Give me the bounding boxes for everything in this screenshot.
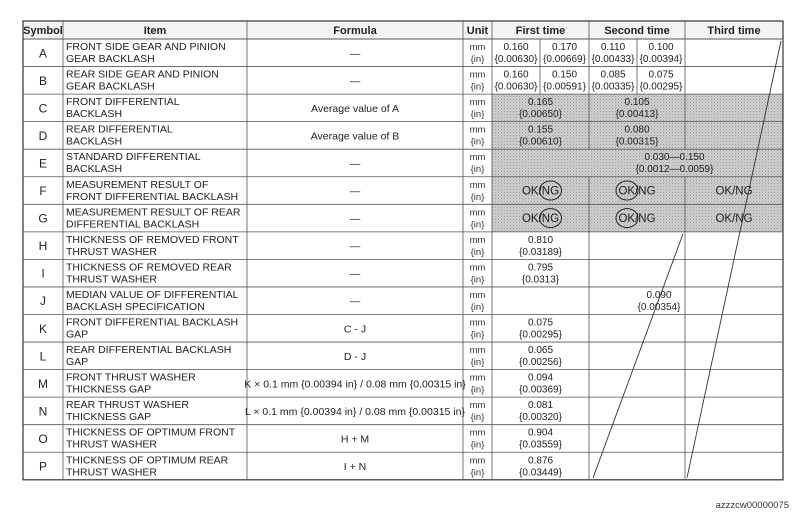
spanning-value: 0.090 bbox=[646, 289, 672, 301]
row-symbol: O bbox=[38, 431, 48, 446]
second-measure-2-in: {0.00295} bbox=[639, 81, 683, 93]
row-item-line1: MEASUREMENT RESULT OF REAR bbox=[66, 206, 241, 219]
row-formula: — bbox=[349, 157, 361, 170]
row-symbol: F bbox=[39, 184, 47, 199]
first-value: 0.165 bbox=[527, 97, 554, 109]
row-item-line1: REAR SIDE GEAR AND PINION bbox=[66, 68, 219, 81]
first-value: 0.081 bbox=[527, 400, 554, 412]
row-unit-mm: mm bbox=[469, 207, 486, 219]
first-value: 0.075 bbox=[527, 317, 554, 329]
third-result-okng: OK/NG bbox=[715, 213, 753, 226]
row-item-line1: THICKNESS OF REMOVED FRONT bbox=[66, 233, 239, 246]
first-value-in: {0.0313} bbox=[521, 274, 560, 286]
row-item-line1: FRONT DIFFERENTIAL BACKLASH bbox=[66, 316, 239, 329]
row-item-line2: GEAR BACKLASH bbox=[66, 53, 155, 65]
row-symbol: N bbox=[38, 404, 48, 419]
first-measure-2: 0.170 bbox=[551, 42, 578, 53]
header-unit: Unit bbox=[466, 25, 489, 37]
row-item-line1: FRONT SIDE GEAR AND PINION bbox=[66, 41, 226, 53]
first-value: 0.795 bbox=[527, 262, 554, 274]
row-formula: — bbox=[349, 240, 361, 253]
second-value-in: {0.00315} bbox=[615, 136, 659, 148]
second-measure-2: 0.100 bbox=[648, 42, 674, 53]
first-measure-1-in: {0.00630} bbox=[494, 81, 538, 93]
first-value-in: {0.03189} bbox=[519, 246, 562, 258]
row-symbol: H bbox=[38, 239, 48, 254]
second-measure-1-in: {0.00335} bbox=[591, 81, 635, 93]
row-unit-mm: mm bbox=[469, 289, 486, 301]
row-unit-mm: mm bbox=[469, 124, 486, 136]
row-item-line2: THRUST WASHER bbox=[66, 438, 158, 451]
row-unit-in: {in} bbox=[470, 467, 485, 479]
row-item-line2: THRUST WASHER bbox=[66, 466, 158, 479]
row-item-line2: THICKNESS GAP bbox=[66, 411, 152, 424]
row-formula: — bbox=[349, 75, 361, 88]
row-item-line1: REAR DIFFERENTIAL bbox=[66, 123, 173, 136]
second-measure-1: 0.110 bbox=[600, 42, 626, 53]
first-result-okng: OK/NG bbox=[521, 213, 560, 226]
row-unit-mm: mm bbox=[469, 427, 486, 439]
second-value-in: {0.00413} bbox=[615, 109, 659, 121]
second-value: 0.080 bbox=[624, 124, 650, 136]
row-unit-in: {in} bbox=[470, 54, 485, 65]
row-unit-mm: mm bbox=[469, 400, 486, 412]
row-symbol: E bbox=[38, 156, 48, 171]
first-value: 0.065 bbox=[527, 345, 554, 357]
row-unit-in: {in} bbox=[470, 412, 485, 424]
row-item-line2: BACKLASH bbox=[66, 163, 123, 176]
row-formula: C - J bbox=[343, 323, 367, 336]
row-symbol: A bbox=[38, 46, 48, 61]
row-unit-mm: mm bbox=[469, 152, 486, 164]
spanning-value-in: {0.0012—0.0059} bbox=[635, 164, 714, 176]
row-symbol: B bbox=[38, 73, 48, 88]
row-symbol: D bbox=[38, 128, 48, 143]
row-item-line1: THICKNESS OF OPTIMUM FRONT bbox=[66, 426, 236, 439]
header-formula: Formula bbox=[333, 25, 377, 37]
second-measure-1-in: {0.00433} bbox=[591, 54, 635, 65]
row-unit-mm: mm bbox=[469, 455, 486, 467]
first-measure-2-in: {0.00591} bbox=[543, 81, 586, 93]
second-measure-2-in: {0.00394} bbox=[639, 54, 683, 65]
figure-reference-code: azzzcw00000075 bbox=[715, 500, 789, 511]
header-second-time: Second time bbox=[604, 25, 670, 37]
row-formula: I + N bbox=[343, 461, 367, 474]
row-unit-in: {in} bbox=[470, 357, 485, 369]
row-symbol: K bbox=[38, 321, 48, 336]
row-symbol: L bbox=[39, 349, 47, 364]
row-unit-in: {in} bbox=[470, 301, 485, 313]
row-unit-in: {in} bbox=[470, 81, 485, 93]
second-measure-1: 0.085 bbox=[600, 69, 626, 81]
row-symbol: G bbox=[38, 211, 48, 226]
third-result-okng: OK/NG bbox=[715, 185, 753, 198]
first-value: 0.904 bbox=[527, 427, 554, 439]
spanning-value-in: {0.00354} bbox=[637, 301, 681, 313]
row-item-line1: REAR DIFFERENTIAL BACKLASH bbox=[66, 344, 232, 357]
row-item-line1: MEDIAN VALUE OF DIFFERENTIAL bbox=[66, 288, 239, 301]
row-formula: — bbox=[349, 268, 361, 281]
first-value-in: {0.03559} bbox=[519, 439, 562, 451]
row-unit-in: {in} bbox=[470, 384, 485, 396]
first-measure-2: 0.150 bbox=[551, 69, 578, 81]
second-result-okng: OK/NG bbox=[618, 185, 656, 198]
row-formula: L × 0.1 mm {0.00394 in} / 0.08 mm {0.00315 in} bbox=[245, 405, 465, 418]
first-value-in: {0.00256} bbox=[519, 357, 562, 369]
row-formula: — bbox=[349, 213, 361, 226]
row-item-line2: GAP bbox=[66, 356, 89, 369]
row-item-line2: BACKLASH SPECIFICATION bbox=[66, 300, 205, 313]
row-unit-in: {in} bbox=[470, 109, 485, 121]
first-value-in: {0.00369} bbox=[519, 384, 562, 396]
row-unit-in: {in} bbox=[470, 246, 485, 258]
header-item: Item bbox=[143, 25, 167, 37]
row-unit-in: {in} bbox=[470, 329, 485, 341]
row-item-line2: BACKLASH bbox=[66, 108, 123, 121]
row-item-line2: DIFFERENTIAL BACKLASH bbox=[66, 218, 200, 231]
first-measure-1: 0.160 bbox=[503, 42, 529, 53]
row-symbol: I bbox=[41, 266, 45, 281]
first-value: 0.810 bbox=[527, 234, 554, 246]
row-item-line1: FRONT THRUST WASHER bbox=[66, 371, 196, 384]
row-unit-mm: mm bbox=[469, 179, 486, 191]
row-formula: K × 0.1 mm {0.00394 in} / 0.08 mm {0.00315 in} bbox=[244, 378, 466, 391]
row-unit-in: {in} bbox=[470, 136, 485, 148]
row-item-line2: GAP bbox=[66, 328, 89, 341]
row-item-line1: THICKNESS OF REMOVED REAR bbox=[66, 261, 232, 274]
row-unit-in: {in} bbox=[470, 164, 485, 176]
row-item-line2: FRONT DIFFERENTIAL BACKLASH bbox=[66, 190, 239, 203]
row-unit-mm: mm bbox=[469, 317, 486, 329]
row-symbol: C bbox=[38, 101, 48, 116]
first-measure-2-in: {0.00669} bbox=[543, 54, 586, 65]
row-item-line2: THRUST WASHER bbox=[66, 273, 158, 286]
row-unit-mm: mm bbox=[469, 372, 486, 384]
row-item-line1: MEASUREMENT RESULT OF bbox=[66, 178, 209, 191]
first-value-in: {0.00610} bbox=[519, 136, 562, 148]
row-item-line1: FRONT DIFFERENTIAL bbox=[66, 96, 180, 109]
row-symbol: J bbox=[40, 294, 46, 309]
row-item-line1: STANDARD DIFFERENTIAL bbox=[66, 151, 201, 164]
row-item-line2: GEAR BACKLASH bbox=[66, 80, 155, 93]
first-value: 0.155 bbox=[527, 124, 554, 136]
unused-cell-slash bbox=[593, 234, 683, 478]
row-symbol: P bbox=[38, 459, 48, 474]
row-unit-in: {in} bbox=[470, 219, 485, 231]
first-value-in: {0.00650} bbox=[519, 109, 562, 121]
row-unit-mm: mm bbox=[469, 234, 486, 246]
first-value: 0.094 bbox=[527, 372, 554, 384]
row-unit-in: {in} bbox=[470, 274, 485, 286]
row-item-line1: THICKNESS OF OPTIMUM REAR bbox=[66, 454, 229, 467]
row-item-line1: REAR THRUST WASHER bbox=[66, 399, 189, 412]
second-measure-2: 0.075 bbox=[648, 69, 674, 81]
header-symbol: Symbol bbox=[23, 25, 63, 37]
second-value: 0.105 bbox=[624, 97, 650, 109]
header-first-time: First time bbox=[515, 25, 566, 37]
header-third-time: Third time bbox=[707, 25, 761, 37]
row-item-line2: BACKLASH bbox=[66, 135, 123, 148]
row-formula: — bbox=[349, 47, 361, 60]
first-value-in: {0.03449} bbox=[519, 467, 562, 479]
row-unit-mm: mm bbox=[469, 262, 486, 274]
row-unit-mm: mm bbox=[469, 345, 486, 357]
row-unit-mm: mm bbox=[469, 42, 486, 53]
row-unit-in: {in} bbox=[470, 191, 485, 203]
first-value-in: {0.00320} bbox=[519, 412, 562, 424]
row-formula: Average value of A bbox=[311, 102, 399, 115]
row-item-line2: THRUST WASHER bbox=[66, 245, 158, 258]
first-value: 0.876 bbox=[527, 455, 554, 467]
row-formula: — bbox=[349, 295, 361, 308]
first-result-okng: OK/NG bbox=[521, 185, 560, 198]
row-symbol: M bbox=[38, 376, 48, 391]
row-formula: D - J bbox=[343, 350, 367, 363]
row-unit-mm: mm bbox=[469, 69, 486, 81]
second-result-okng: OK/NG bbox=[618, 213, 656, 226]
first-value-in: {0.00295} bbox=[519, 329, 562, 341]
row-formula: — bbox=[349, 185, 361, 198]
spanning-value: 0.030—0.150 bbox=[644, 152, 705, 164]
row-unit-in: {in} bbox=[470, 439, 485, 451]
first-measure-1-in: {0.00630} bbox=[494, 54, 538, 65]
row-item-line2: THICKNESS GAP bbox=[66, 383, 152, 396]
first-measure-1: 0.160 bbox=[503, 69, 529, 81]
row-unit-mm: mm bbox=[469, 97, 486, 109]
row-formula: Average value of B bbox=[310, 130, 400, 143]
row-formula: H + M bbox=[340, 433, 370, 446]
